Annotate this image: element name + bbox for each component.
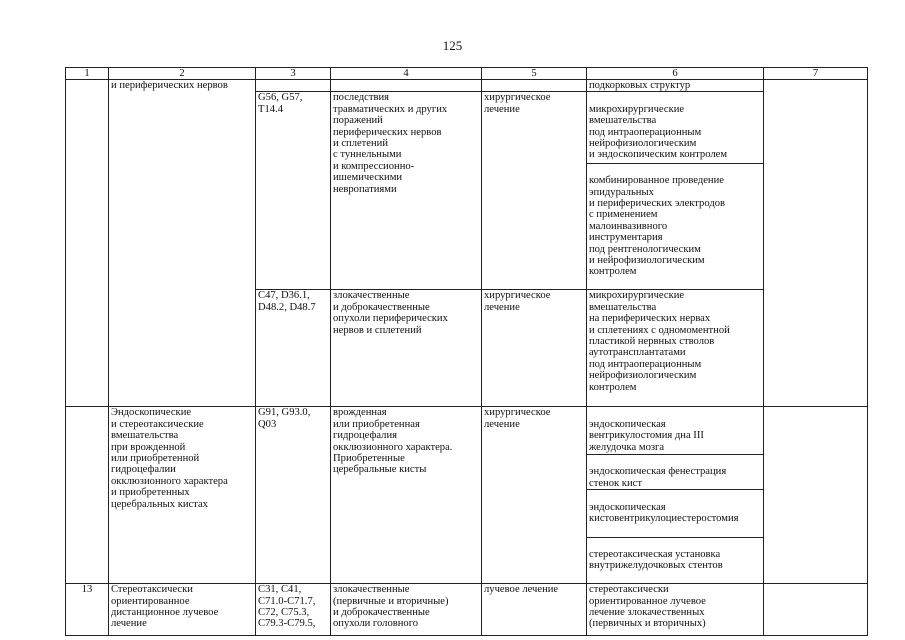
column-number-row — [66, 68, 868, 80]
cell-codes: G56, G57, T14.4 — [256, 92, 331, 290]
cell-codes — [256, 80, 331, 92]
column-header-1: 1 — [66, 68, 109, 80]
cell-method: Стереотаксически ориентированное дистанционное лучевое лечение — [109, 584, 256, 636]
cell-disease: врожденная или приобретенная гидроцефалия окклюзионного характера. Приобретенные церебральные кисты — [331, 407, 482, 584]
cell-number — [66, 407, 109, 584]
table-row — [66, 80, 868, 92]
cell-treatment-type — [482, 80, 587, 92]
cell-disease: злокачественные и доброкачественные опухоли периферических нервов и сплетений — [331, 290, 482, 407]
column-header-2: 2 — [109, 68, 256, 80]
column-header-7: 7 — [764, 68, 868, 80]
method-detail-microsurgical: микрохирургические вмешательства под интраоперационным нейрофизиологическим и эндоскопическим контролем — [587, 104, 763, 164]
cell-method-group — [587, 92, 764, 290]
cell-disease — [331, 80, 482, 92]
cell-method-detail: подкорковых структур — [587, 80, 764, 92]
cell-codes: G91, G93.0, Q03 — [256, 407, 331, 584]
method-detail-electrodes: комбинированное проведение эпидуральных и периферических электродов с применением малоинвазивного инструментария под рентгенологическим и нейрофизиологическим контролем — [589, 175, 726, 278]
cell-number — [66, 80, 109, 407]
column-header-3: 3 — [256, 68, 331, 80]
cell-disease: последствия травматических и других поражений периферических нервов и сплетений с туннельными и компрессионно- ишемическими невропатиями — [331, 92, 482, 290]
column-header-5: 5 — [482, 68, 587, 80]
cell-codes: C47, D36.1, D48.2, D48.7 — [256, 290, 331, 407]
cell-disease: злокачественные (первичные и вторичные) и доброкачественные опухоли головного — [331, 584, 482, 636]
cell-notes — [764, 80, 868, 407]
cell-notes — [764, 407, 868, 584]
cell-number: 13 — [66, 584, 109, 636]
medical-procedures-table — [65, 67, 868, 636]
table-row — [66, 407, 868, 584]
method-detail-cystostomy: эндоскопическая кистовентрикулоциестеростомия — [587, 502, 763, 538]
method-detail-fenestration: эндоскопическая фенестрация стенок кист — [587, 466, 763, 490]
cell-treatment-type: хирургическое лечение — [482, 407, 587, 584]
cell-codes: C31, C41, C71.0-C71.7, C72, C75.3, C79.3-C79.5, — [256, 584, 331, 636]
column-header-6: 6 — [587, 68, 764, 80]
cell-treatment-type: лучевое лечение — [482, 584, 587, 636]
cell-method-detail: стереотаксически ориентированное лучевое лечение злокачественных (первичных и вторичных) — [587, 584, 764, 636]
cell-method-group — [587, 407, 764, 584]
method-detail-stents: стереотаксическая установка внутрижелудочковых стентов — [589, 548, 723, 572]
cell-treatment-type: хирургическое лечение — [482, 92, 587, 290]
page-number: 125 — [442, 38, 463, 53]
method-detail-ventriculostomy: эндоскопическая вентрикулостомия дна III желудочка мозга — [587, 419, 763, 455]
table-row — [66, 584, 868, 636]
column-header-4: 4 — [331, 68, 482, 80]
cell-notes — [764, 584, 868, 636]
cell-method-detail: микрохирургические вмешательства на периферических нервах и сплетениях с одномоментной пластикой нервных стволов аутотрансплантатами под интраоперационным нейрофизиологическим контролем — [587, 290, 764, 407]
cell-method: Эндоскопические и стереотаксические вмешательства при врожденной или приобретенной гидроцефалии окклюзионного характера и приобретенных церебральных кистах — [109, 407, 256, 584]
cell-method-continued: и периферических нервов — [109, 80, 256, 407]
cell-treatment-type: хирургическое лечение — [482, 290, 587, 407]
